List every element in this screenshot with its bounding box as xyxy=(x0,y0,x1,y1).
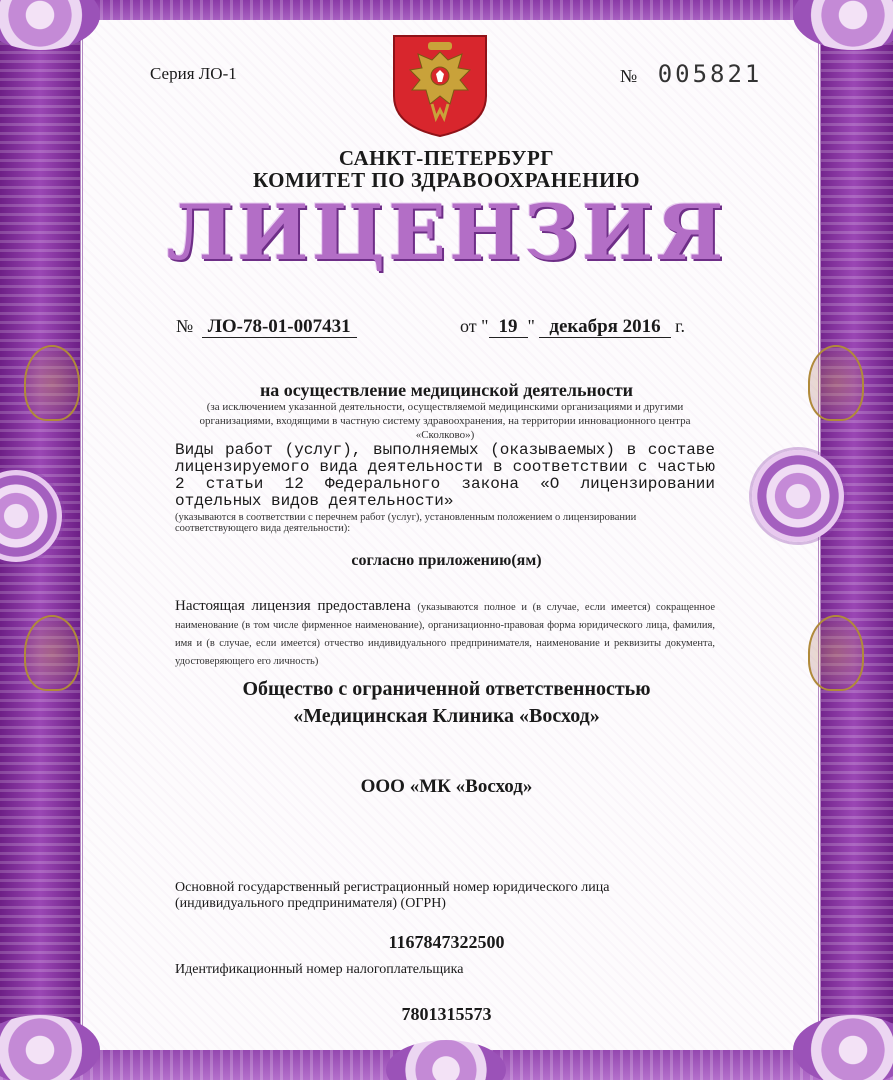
license-title: ЛИЦЕНЗИЯ xyxy=(166,188,727,277)
license-date-quote-open: " xyxy=(481,316,489,336)
form-number xyxy=(620,60,762,88)
city-heading: САНКТ-ПЕТЕРБУРГ xyxy=(338,146,555,170)
inn-value: 7801315573 xyxy=(401,1004,492,1024)
license-number-label: № xyxy=(176,316,194,336)
form-number-sign: № xyxy=(620,66,638,86)
ornament-left-top xyxy=(24,345,80,421)
form-number-value: 005821 xyxy=(657,60,763,88)
works-description: Виды работ (услуг), выполняемых (оказываемых) в составе лицензируемого вида деятельности в соответствии с частью 2 статьи 12 Федерального закона «О лицензировании отдельных видов деятельности» xyxy=(175,441,715,510)
russian-coat-of-arms-icon xyxy=(392,34,488,138)
license-number-value: ЛО-78-01-007431 xyxy=(202,316,357,338)
works-note: (указываются в соответствии с перечнем работ (услуг), установленным положением о лицензировании соответствующего вида деятельности): xyxy=(175,512,637,534)
activity-note: (за исключением указанной деятельности, осуществляемой медицинскими организациями и другими организациями, входящими в частную систему здравоохранения, на территории инновационного центра «Сколково») xyxy=(199,401,691,441)
license-date-day: 19 xyxy=(489,316,528,338)
organization-short-name: ООО «МК «Восход» xyxy=(360,776,533,797)
organization-full-name xyxy=(100,676,793,730)
license-date xyxy=(460,316,685,338)
granted-main: Настоящая лицензия предоставлена xyxy=(175,598,411,614)
license-number xyxy=(176,316,357,338)
organization-full-name-line2: «Медицинская Клиника «Восход» xyxy=(293,705,600,727)
license-date-quote-close: " xyxy=(527,316,535,336)
series-label: Серия ЛО-1 xyxy=(150,64,237,83)
license-date-prefix: от xyxy=(460,316,477,336)
ornament-right-top xyxy=(808,345,864,421)
granted-note: (указываются полное и (в случае, если имеется) сокращенное наименование (в том числе фирменное наименование), организационно-правовая форма юридического лица, фамилия, имя и (в случае, если имеется) отчество индивидуального предпринимателя, наименование и реквизиты документа, удостоверяющего его личность) xyxy=(175,602,715,667)
license-date-suffix: г. xyxy=(675,316,686,336)
rosette-right xyxy=(752,450,844,542)
appendix-reference: согласно приложению(ям) xyxy=(351,552,542,569)
organization-full-name-line1: Общество с ограниченной ответственностью xyxy=(242,678,651,700)
ogrn-label: Основной государственный регистрационный номер юридического лица (индивидуального предпринимателя) (ОГРН) xyxy=(175,880,610,911)
ornament-right-bottom xyxy=(808,615,864,691)
license-date-month-year: декабря 2016 xyxy=(539,316,670,338)
granted-paragraph xyxy=(175,598,715,670)
frame-right xyxy=(815,0,893,1080)
committee-heading: КОМИТЕТ ПО ЗДРАВООХРАНЕНИЮ xyxy=(252,168,641,192)
activity-title: на осуществление медицинской деятельности xyxy=(259,380,634,400)
ogrn-value: 1167847322500 xyxy=(388,932,505,952)
ornament-left-bottom xyxy=(24,615,80,691)
inn-label: Идентификационный номер налогоплательщика xyxy=(175,962,464,977)
